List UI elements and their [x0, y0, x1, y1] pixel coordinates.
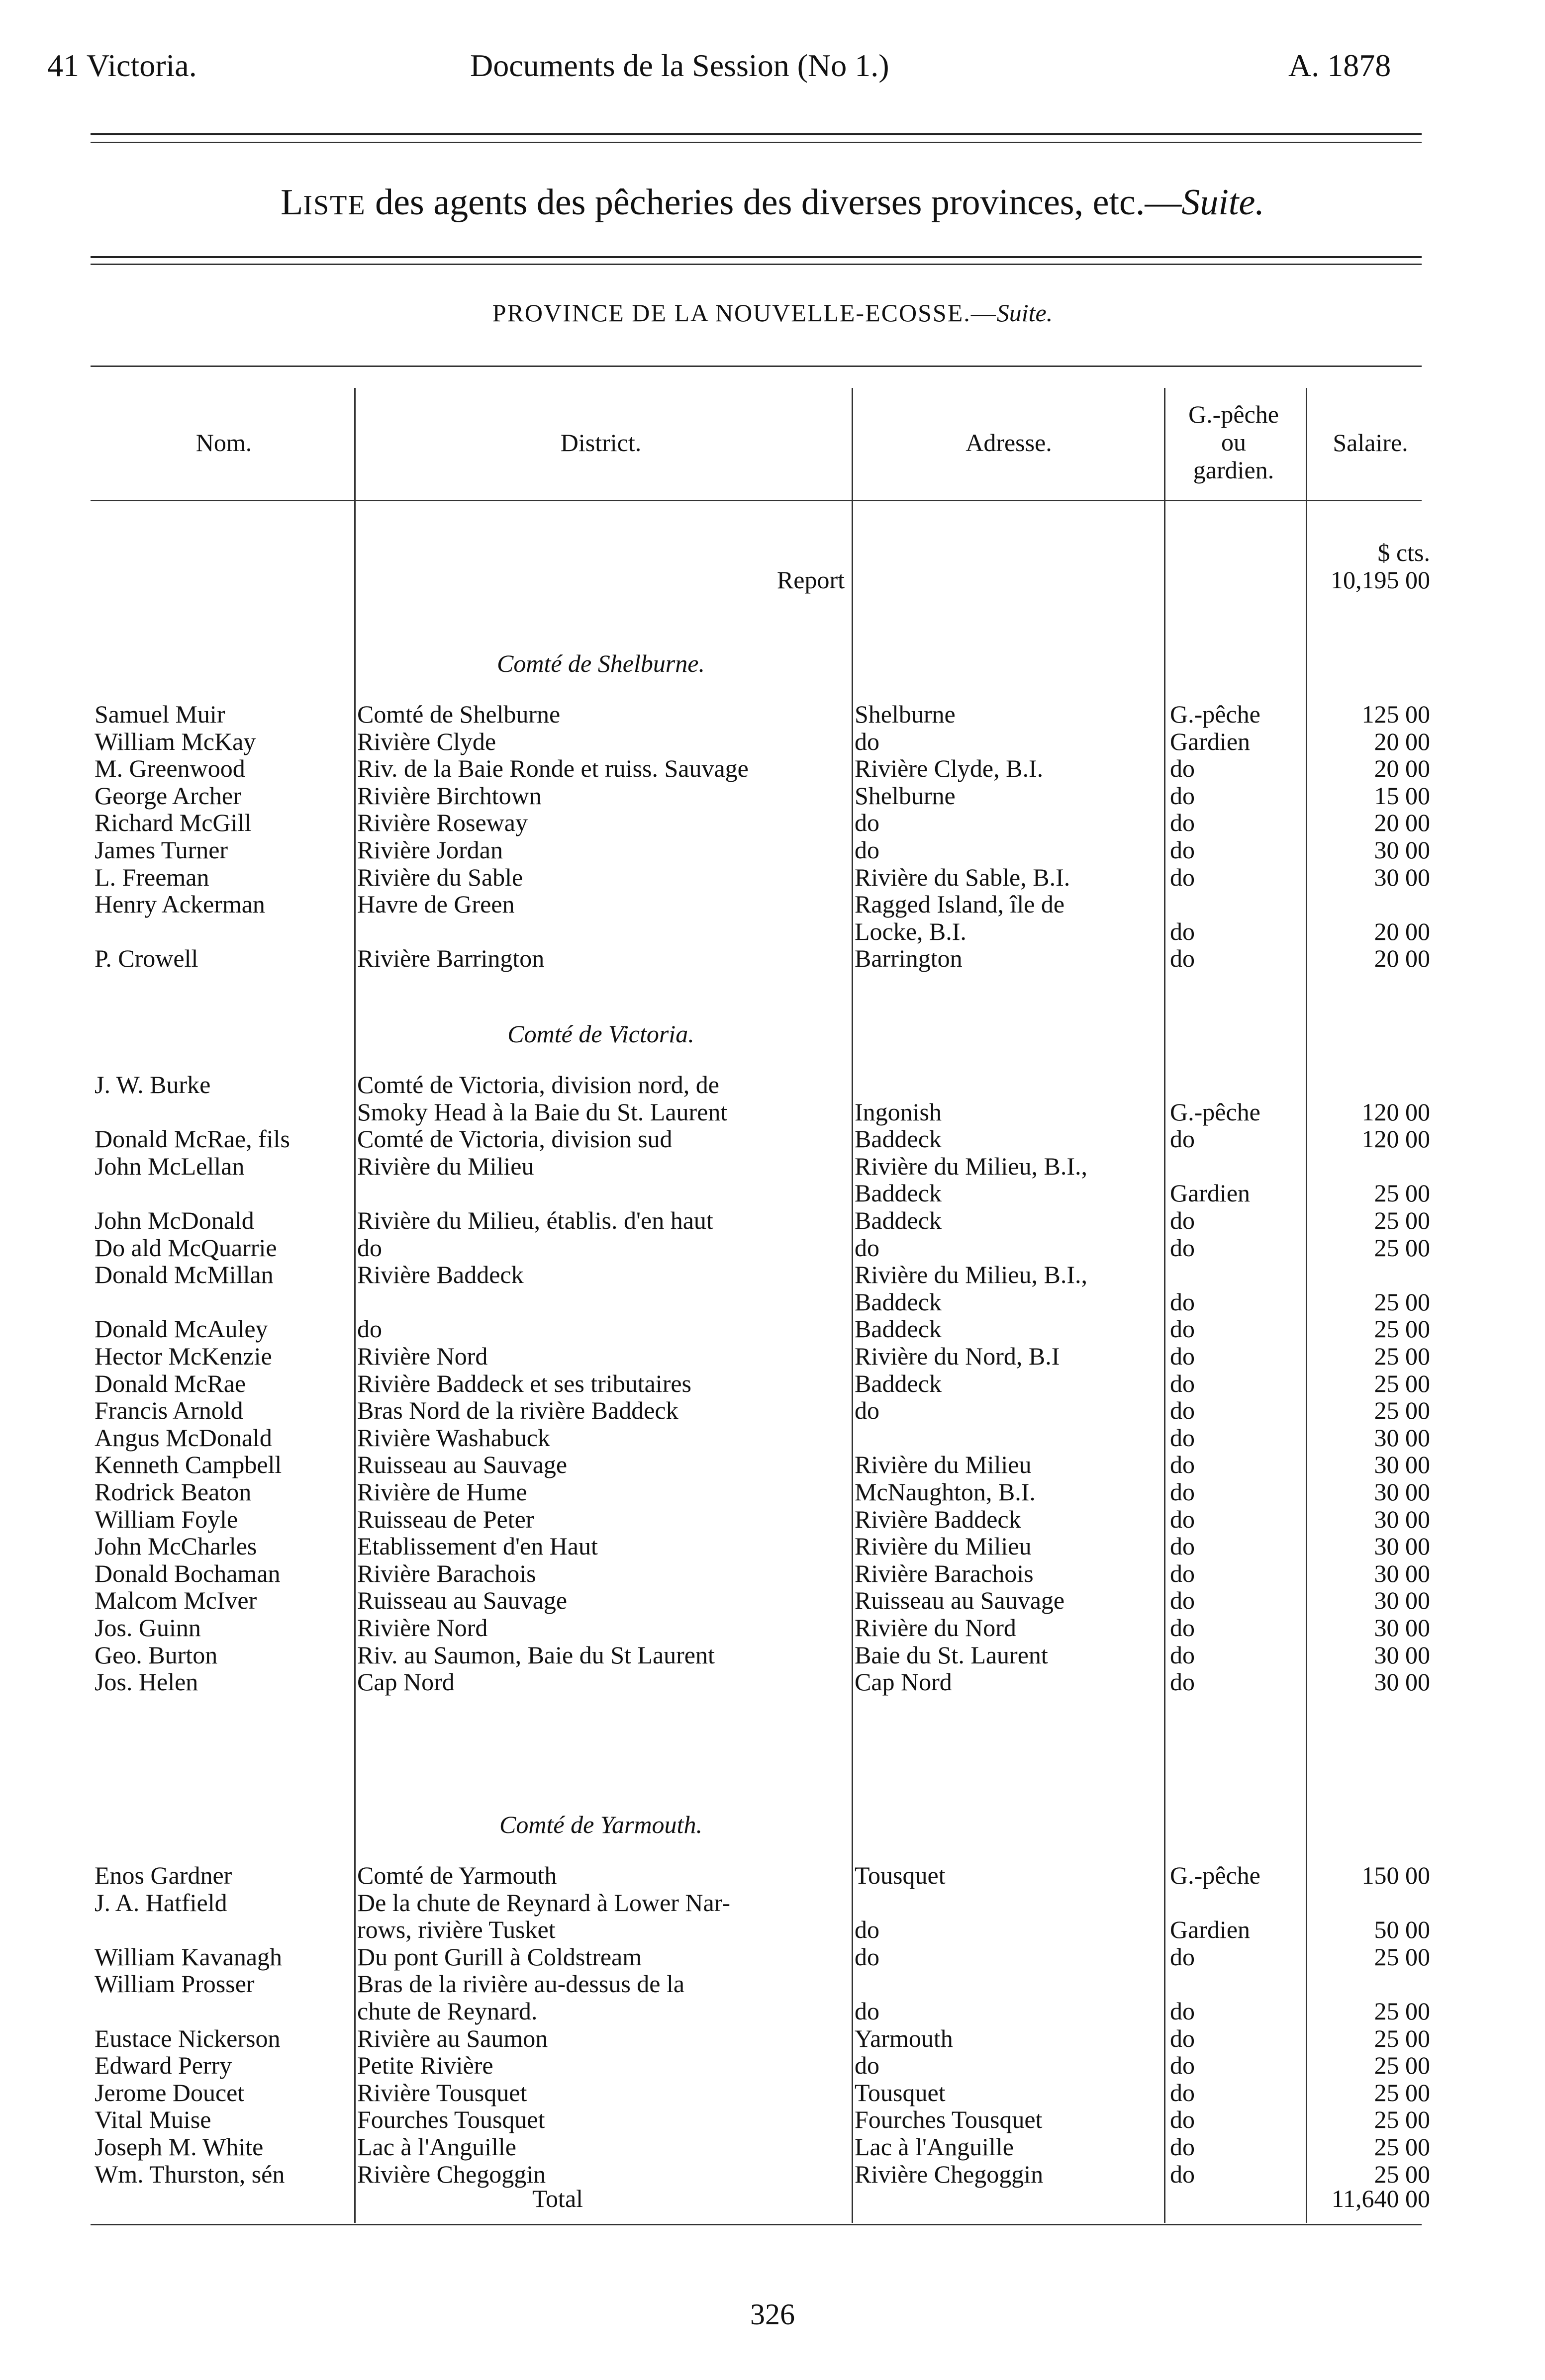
cell-nom: John McLellan [95, 1152, 245, 1180]
cell-nom: Angus McDonald [95, 1423, 272, 1452]
table-row [0, 1069, 1545, 1100]
cell-district: Rivière Jordan [357, 836, 503, 864]
cell-adresse: Shelburne [855, 781, 956, 810]
table-row [0, 1178, 1545, 1208]
cell-district: Rivière Tousquet [357, 2078, 527, 2106]
table-row [0, 1476, 1545, 1507]
cell-gp: do [1170, 1125, 1195, 1153]
cell-sal: 50 00 [1374, 1916, 1430, 1944]
cell-sal: 150 00 [1361, 1861, 1430, 1889]
cell-sal: 25 00 [1374, 1206, 1430, 1234]
title-text: des agents des pêcheries des diverses provinces, etc.— [366, 182, 1182, 223]
cell-nom: J. A. Hatfield [95, 1888, 227, 1917]
cell-gp: do [1170, 2133, 1195, 2161]
col-head-gp [1164, 400, 1303, 484]
cell-district: Rivière du Sable [357, 863, 523, 891]
table-row [0, 1368, 1545, 1399]
cell-district: Rivière du Milieu, établis. d'en haut [357, 1206, 713, 1234]
cell-sal: 20 00 [1374, 727, 1430, 755]
cell-sal: 25 00 [1374, 1233, 1430, 1262]
cell-nom: Francis Arnold [95, 1396, 243, 1425]
cell-sal: 30 00 [1374, 1423, 1430, 1452]
cell-adresse: Rivière du Sable, B.I. [855, 863, 1070, 891]
cell-gp: do [1170, 2024, 1195, 2052]
report-row [0, 564, 1545, 595]
table-row [0, 1205, 1545, 1236]
table-row [0, 1286, 1545, 1317]
cell-sal: 25 00 [1374, 1287, 1430, 1316]
cell-sal: 25 00 [1374, 1179, 1430, 1207]
cell-adresse: Fourches Tousquet [855, 2105, 1043, 2134]
table-row [0, 1341, 1545, 1372]
cell-adresse: do [855, 809, 879, 837]
cell-gp: do [1170, 1315, 1195, 1343]
cell-gp: do [1170, 1641, 1195, 1669]
cell-adresse: Cap Nord [855, 1668, 952, 1696]
cell-nom: Hector McKenzie [95, 1342, 272, 1370]
cell-adresse: McNaughton, B.I. [855, 1478, 1036, 1506]
table-row [0, 1914, 1545, 1945]
cell-district: Rivière de Hume [357, 1478, 527, 1506]
cell-nom: J. W. Burke [95, 1071, 211, 1098]
cell-sal: 25 00 [1374, 1942, 1430, 1971]
table-row [0, 1422, 1545, 1453]
table-row [0, 2023, 1545, 2054]
report-salary: 10,195 00 [1331, 566, 1430, 594]
cell-nom: James Turner [95, 836, 228, 864]
cell-nom: Joseph M. White [95, 2133, 264, 2161]
cell-gp: do [1170, 1532, 1195, 1560]
cell-district: Bras Nord de la rivière Baddeck [357, 1396, 678, 1425]
cell-adresse: Ingonish [855, 1098, 942, 1126]
cell-gp: do [1170, 863, 1195, 891]
province-heading [0, 298, 1545, 327]
section-title: Comté de Yarmouth. [499, 1811, 702, 1838]
cell-nom: William Kavanagh [95, 1942, 283, 1971]
cell-gp: do [1170, 1342, 1195, 1370]
table-rule-header [91, 500, 1422, 501]
cell-nom: John McDonald [95, 1206, 254, 1234]
table-row [0, 916, 1545, 947]
cell-adresse: Baddeck [855, 1287, 942, 1316]
cell-nom: Jos. Guinn [95, 1614, 201, 1642]
cell-district: do [357, 1233, 382, 1262]
cell-gp: Gardien [1170, 727, 1251, 755]
cell-gp: do [1170, 781, 1195, 810]
col-head-gp-3: gardien. [1193, 456, 1274, 484]
table-row [0, 1640, 1545, 1670]
table-row [0, 2077, 1545, 2108]
cell-district: Bras de la rivière au-dessus de la [357, 1970, 685, 1998]
list-title [0, 182, 1545, 224]
page-number: 326 [750, 2298, 795, 2331]
cell-gp: do [1170, 1233, 1195, 1262]
table-row [0, 1395, 1545, 1426]
table-row [0, 2131, 1545, 2162]
cell-district: Cap Nord [357, 1668, 455, 1696]
table-row [0, 1531, 1545, 1561]
cell-sal: 25 00 [1374, 2160, 1430, 2188]
cell-nom: Jerome Doucet [95, 2078, 245, 2106]
table-row [0, 1612, 1545, 1643]
cell-nom: Wm. Thurston, sén [95, 2160, 285, 2188]
cell-district: Ruisseau au Sauvage [357, 1451, 568, 1479]
cell-nom: Donald McRae [95, 1369, 246, 1397]
title-suite: Suite. [1181, 182, 1264, 223]
title-rule-bottom [91, 264, 1422, 265]
table-rule-top [91, 366, 1422, 367]
cell-nom: P. Crowell [95, 944, 198, 973]
cell-gp: do [1170, 2078, 1195, 2106]
table-row [0, 862, 1545, 893]
header-center: Documents de la Session (No 1.) [470, 48, 889, 83]
cell-gp: do [1170, 754, 1195, 783]
cell-adresse: Barrington [855, 944, 963, 973]
cell-gp: do [1170, 1396, 1195, 1425]
cell-nom: M. Greenwood [95, 754, 245, 783]
cell-district: Rivière Barachois [357, 1559, 536, 1587]
section-title: Comté de Victoria. [507, 1020, 694, 1048]
cell-nom: Geo. Burton [95, 1641, 218, 1669]
cell-district: Rivière Chegoggin [357, 2160, 546, 2188]
cell-nom: Do ald McQuarrie [95, 1233, 277, 1262]
cell-adresse: Rivière du Nord, B.I [855, 1342, 1060, 1370]
cell-district: Petite Rivière [357, 2051, 493, 2080]
section-title: Comté de Shelburne. [497, 649, 705, 677]
cell-sal: 120 00 [1361, 1098, 1430, 1126]
cell-sal: 25 00 [1374, 2133, 1430, 2161]
cell-nom: Malcom McIver [95, 1586, 257, 1615]
cell-nom: Samuel Muir [95, 700, 225, 728]
total-row [0, 2183, 1545, 2214]
cell-adresse: Rivière du Nord [855, 1614, 1016, 1642]
cell-adresse: do [855, 1916, 879, 1944]
table-row [0, 1887, 1545, 1918]
table-rule-bottom [91, 2224, 1422, 2225]
cell-nom: Enos Gardner [95, 1861, 232, 1889]
cell-adresse: Rivière du Milieu [855, 1451, 1032, 1479]
col-head-salaire: Salaire. [1333, 429, 1408, 457]
cell-gp: do [1170, 809, 1195, 837]
cell-gp: do [1170, 836, 1195, 864]
cell-nom: Donald Bochaman [95, 1559, 281, 1587]
col-head-gp-1: G.-pêche [1188, 400, 1279, 428]
cell-gp: do [1170, 2160, 1195, 2188]
table-row [0, 1151, 1545, 1182]
cell-district: Rivière Clyde [357, 727, 496, 755]
cell-adresse: Tousquet [855, 1861, 946, 1889]
cell-sal: 30 00 [1374, 1505, 1430, 1533]
cell-district: Riv. au Saumon, Baie du St Laurent [357, 1641, 715, 1669]
cell-sal: 20 00 [1374, 754, 1430, 783]
cell-adresse: do [855, 1233, 879, 1262]
cell-adresse: Baddeck [855, 1206, 942, 1234]
table-row [0, 1123, 1545, 1154]
cell-district: Rivière Birchtown [357, 781, 542, 810]
cell-gp: G.-pêche [1170, 1098, 1260, 1126]
table-row [0, 2050, 1545, 2081]
cell-district: Fourches Tousquet [357, 2105, 545, 2134]
cell-district: Rivière Roseway [357, 809, 528, 837]
cell-adresse: Baddeck [855, 1315, 942, 1343]
cell-district: Rivière Baddeck et ses tributaires [357, 1369, 691, 1397]
table-row [0, 1968, 1545, 1999]
cell-sal: 30 00 [1374, 863, 1430, 891]
table-row [0, 1097, 1545, 1127]
cell-adresse: Rivière Barachois [855, 1559, 1034, 1587]
province-name: PROVINCE DE LA NOUVELLE-ECOSSE.— [492, 299, 997, 327]
cell-gp: do [1170, 1287, 1195, 1316]
cell-nom: Donald McRae, fils [95, 1125, 290, 1153]
cell-sal: 30 00 [1374, 1668, 1430, 1696]
cell-district: Rivière Barrington [357, 944, 545, 973]
units-label: $ cts. [1377, 539, 1430, 566]
cell-adresse: Locke, B.I. [855, 917, 966, 945]
cell-district: De la chute de Reynard à Lower Nar- [357, 1888, 731, 1917]
table-row [0, 1996, 1545, 2026]
cell-sal: 25 00 [1374, 2024, 1430, 2052]
cell-sal: 25 00 [1374, 1342, 1430, 1370]
cell-sal: 30 00 [1374, 1614, 1430, 1642]
cell-nom: Donald McAuley [95, 1315, 268, 1343]
cell-district: Comté de Shelburne [357, 700, 561, 728]
cell-nom: Edward Perry [95, 2051, 232, 2080]
cell-gp: do [1170, 1668, 1195, 1696]
title-smallcaps: ISTE [303, 190, 366, 221]
cell-sal: 25 00 [1374, 1396, 1430, 1425]
cell-adresse: Baie du St. Laurent [855, 1641, 1048, 1669]
cell-district: Rivière Nord [357, 1614, 488, 1642]
cell-nom: William Foyle [95, 1505, 238, 1533]
cell-district: Ruisseau de Peter [357, 1505, 534, 1533]
table-row [0, 1313, 1545, 1344]
table-row [0, 1232, 1545, 1263]
cell-district: Ruisseau au Sauvage [357, 1586, 568, 1615]
cell-sal: 20 00 [1374, 944, 1430, 973]
cell-adresse: Yarmouth [855, 2024, 953, 2052]
cell-nom: Kenneth Campbell [95, 1451, 282, 1479]
cell-sal: 25 00 [1374, 1315, 1430, 1343]
title-rule-top [91, 256, 1422, 258]
cell-district: do [357, 1315, 382, 1343]
cell-adresse: do [855, 1942, 879, 1971]
cell-district: Rivière Washabuck [357, 1423, 550, 1452]
cell-sal: 30 00 [1374, 1478, 1430, 1506]
header-rule-top [91, 133, 1422, 135]
cell-gp: do [1170, 1206, 1195, 1234]
cell-nom: Jos. Helen [95, 1668, 198, 1696]
cell-adresse: Rivière Clyde, B.I. [855, 754, 1044, 783]
table-row [0, 699, 1545, 730]
header-right: A. 1878 [1288, 48, 1391, 83]
cell-district: Comté de Victoria, division sud [357, 1125, 673, 1153]
table-row [0, 1666, 1545, 1697]
cell-nom: Vital Muise [95, 2105, 211, 2134]
cell-district: Smoky Head à la Baie du St. Laurent [357, 1098, 728, 1126]
cell-sal: 120 00 [1361, 1125, 1430, 1153]
province-suite: Suite. [996, 299, 1053, 327]
cell-district: chute de Reynard. [357, 1997, 538, 2025]
table-row [0, 2104, 1545, 2135]
cell-adresse: Baddeck [855, 1125, 942, 1153]
cell-adresse: Baddeck [855, 1369, 942, 1397]
table-row [0, 1941, 1545, 1972]
table-row [0, 889, 1545, 919]
col-head-gp-2: ou [1221, 428, 1246, 456]
cell-gp: do [1170, 1478, 1195, 1506]
table-row [0, 1504, 1545, 1535]
cell-district: Comté de Yarmouth [357, 1861, 557, 1889]
cell-district: Du pont Gurill à Coldstream [357, 1942, 642, 1971]
cell-gp: do [1170, 2105, 1195, 2134]
col-head-nom: Nom. [195, 429, 252, 457]
cell-nom: L. Freeman [95, 863, 209, 891]
cell-adresse: do [855, 836, 879, 864]
cell-gp: do [1170, 1369, 1195, 1397]
cell-sal: 125 00 [1361, 700, 1430, 728]
cell-district: rows, rivière Tusket [357, 1916, 556, 1944]
cell-adresse: Ragged Island, île de [855, 890, 1065, 918]
cell-adresse: Ruisseau au Sauvage [855, 1586, 1065, 1615]
cell-gp: do [1170, 1614, 1195, 1642]
cell-sal: 25 00 [1374, 2051, 1430, 2080]
units-row [0, 537, 1545, 568]
table-row [0, 753, 1545, 784]
col-head-adresse: Adresse. [966, 429, 1052, 457]
cell-sal: 25 00 [1374, 2105, 1430, 2134]
table-row [0, 780, 1545, 811]
cell-adresse: do [855, 2051, 879, 2080]
cell-district: Rivière du Milieu [357, 1152, 534, 1180]
cell-gp: do [1170, 1942, 1195, 1971]
cell-adresse: Rivière du Milieu [855, 1532, 1032, 1560]
cell-gp: do [1170, 944, 1195, 973]
cell-sal: 30 00 [1374, 1451, 1430, 1479]
cell-district: Rivière au Saumon [357, 2024, 548, 2052]
cell-gp: do [1170, 1505, 1195, 1533]
cell-gp: do [1170, 1559, 1195, 1587]
cell-sal: 30 00 [1374, 836, 1430, 864]
cell-adresse: Lac à l'Anguille [855, 2133, 1014, 2161]
table-row [0, 943, 1545, 974]
header-left: 41 Victoria. [47, 48, 197, 83]
cell-adresse: do [855, 727, 879, 755]
cell-adresse: Rivière du Milieu, B.I., [855, 1152, 1087, 1180]
cell-sal: 30 00 [1374, 1532, 1430, 1560]
cell-nom: William McKay [95, 727, 256, 755]
cell-gp: do [1170, 1451, 1195, 1479]
cell-gp: do [1170, 1586, 1195, 1615]
cell-gp: do [1170, 2051, 1195, 2080]
table-row [0, 1449, 1545, 1480]
cell-nom: Rodrick Beaton [95, 1478, 252, 1506]
cell-gp: do [1170, 1423, 1195, 1452]
cell-gp: Gardien [1170, 1179, 1251, 1207]
cell-gp: G.-pêche [1170, 1861, 1260, 1889]
cell-nom: Donald McMillan [95, 1261, 274, 1289]
cell-district: Rivière Nord [357, 1342, 488, 1370]
cell-sal: 25 00 [1374, 2078, 1430, 2106]
table-row [0, 807, 1545, 838]
cell-district: Etablissement d'en Haut [357, 1532, 598, 1560]
cell-gp: do [1170, 1997, 1195, 2025]
cell-nom: John McCharles [95, 1532, 257, 1560]
cell-adresse: Tousquet [855, 2078, 946, 2106]
total-salary: 11,640 00 [1331, 2185, 1430, 2212]
table-row [0, 1585, 1545, 1616]
cell-gp: do [1170, 917, 1195, 945]
cell-adresse: Shelburne [855, 700, 956, 728]
table-row [0, 1860, 1545, 1891]
table-row [0, 1259, 1545, 1290]
total-label: Total [532, 2185, 583, 2212]
cell-nom: Eustace Nickerson [95, 2024, 281, 2052]
cell-nom: William Prosser [95, 1970, 255, 1998]
cell-sal: 30 00 [1374, 1641, 1430, 1669]
cell-adresse: do [855, 1997, 879, 2025]
cell-adresse: Rivière du Milieu, B.I., [855, 1261, 1087, 1289]
cell-gp: Gardien [1170, 1916, 1251, 1944]
cell-sal: 25 00 [1374, 1997, 1430, 2025]
cell-district: Comté de Victoria, division nord, de [357, 1071, 719, 1098]
cell-sal: 30 00 [1374, 1586, 1430, 1615]
cell-district: Lac à l'Anguille [357, 2133, 516, 2161]
table-row [0, 834, 1545, 865]
cell-gp: G.-pêche [1170, 700, 1260, 728]
cell-nom: Richard McGill [95, 809, 252, 837]
cell-nom: George Archer [95, 781, 241, 810]
report-label: Report [776, 566, 845, 594]
cell-district: Riv. de la Baie Ronde et ruiss. Sauvage [357, 754, 749, 783]
title-initial: L [281, 182, 303, 223]
cell-adresse: Rivière Chegoggin [855, 2160, 1044, 2188]
table-row [0, 1558, 1545, 1589]
cell-adresse: do [855, 1396, 879, 1425]
cell-adresse: Rivière Baddeck [855, 1505, 1021, 1533]
cell-sal: 30 00 [1374, 1559, 1430, 1587]
cell-district: Havre de Green [357, 890, 515, 918]
cell-district: Rivière Baddeck [357, 1261, 524, 1289]
table-row [0, 726, 1545, 757]
cell-nom: Henry Ackerman [95, 890, 265, 918]
cell-sal: 15 00 [1374, 781, 1430, 810]
cell-sal: 20 00 [1374, 809, 1430, 837]
header-rule-bottom [91, 142, 1422, 143]
col-head-district: District. [560, 429, 642, 457]
cell-adresse: Baddeck [855, 1179, 942, 1207]
cell-sal: 20 00 [1374, 917, 1430, 945]
cell-sal: 25 00 [1374, 1369, 1430, 1397]
